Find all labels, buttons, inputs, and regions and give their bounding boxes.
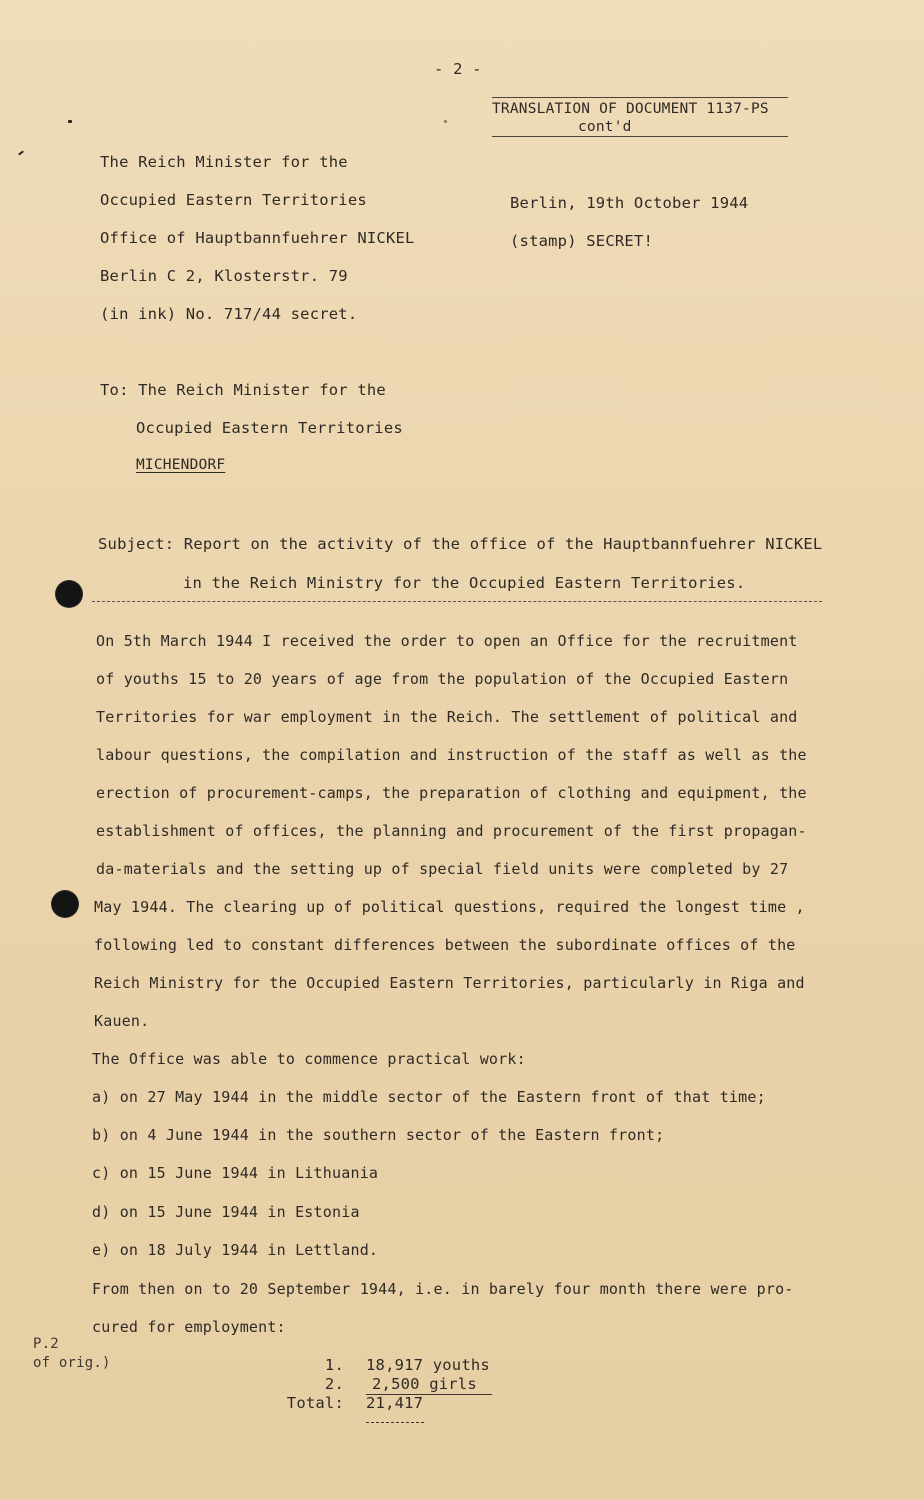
body-line-2: of youths 15 to 20 years of age from the population of the Occupied Eastern	[96, 670, 789, 688]
practical-item-a: a) on 27 May 1944 in the middle sector of the Eastern front of that time;	[92, 1088, 766, 1106]
sender-line-2: Occupied Eastern Territories	[100, 191, 367, 209]
totals-row-girls	[260, 1375, 520, 1394]
body-line-7: da-materials and the setting up of special field units were completed by 27	[96, 860, 789, 878]
totals-row-2-value: 2,500 girls	[372, 1375, 477, 1393]
totals-row-1-number: 1.	[324, 1356, 344, 1374]
totals-total-value: 21,417	[366, 1394, 424, 1412]
ink-mark	[18, 150, 24, 155]
practical-intro: The Office was able to commence practical work:	[92, 1050, 526, 1068]
body-line-10: Reich Ministry for the Occupied Eastern Territories, particularly in Riga and	[94, 974, 805, 992]
body-line-9: following led to constant differences between the subordinate offices of the	[94, 936, 796, 954]
sender-line-5: (in ink) No. 717/44 secret.	[100, 305, 358, 323]
sender-line-4: Berlin C 2, Klosterstr. 79	[100, 267, 348, 285]
body-line-8: May 1944. The clearing up of political questions, required the longest time ,	[94, 898, 805, 916]
body-line-1: On 5th March 1944 I received the order to open an Office for the recruitment	[96, 632, 798, 650]
totals-double-underline	[366, 1422, 424, 1423]
practical-item-c: c) on 15 June 1944 in Lithuania	[92, 1164, 379, 1182]
header-top-rule	[492, 97, 788, 98]
recipient-line-1: To: The Reich Minister for the	[100, 381, 386, 399]
punch-hole-top	[56, 581, 82, 607]
practical-item-d: d) on 15 June 1944 in Estonia	[92, 1203, 360, 1221]
translation-header-title: TRANSLATION OF DOCUMENT 1137-PS	[492, 101, 769, 117]
body-line-6: establishment of offices, the planning and procurement of the first propagan-	[96, 822, 807, 840]
totals-row-youths	[260, 1356, 520, 1375]
place-date: Berlin, 19th October 1944	[510, 194, 749, 212]
body-line-4: labour questions, the compilation and instruction of the staff as well as the	[96, 746, 807, 764]
subject-line-1: Subject: Report on the activity of the office of the Hauptbannfuehrer NICKEL	[98, 535, 823, 553]
translation-header-contd: cont'd	[578, 119, 632, 135]
body-line-5: erection of procurement-camps, the preparation of clothing and equipment, the	[96, 784, 807, 802]
page-number: - 2 -	[434, 60, 482, 78]
recipient-location: MICHENDORF	[136, 457, 226, 473]
header-bottom-rule	[492, 136, 788, 137]
body-line-3: Territories for war employment in the Reich. The settlement of political and	[96, 708, 798, 726]
practical-item-b: b) on 4 June 1944 in the southern sector of the Eastern front;	[92, 1126, 665, 1144]
totals-row-1-value: 18,917 youths	[366, 1356, 490, 1374]
subject-line-2: in the Reich Ministry for the Occupied Eastern Territories.	[183, 574, 746, 592]
punch-hole-middle	[52, 891, 78, 917]
sender-line-3: Office of Hauptbannfuehrer NICKEL	[100, 229, 415, 247]
margin-note-page: P.2	[33, 1336, 59, 1352]
subject-divider	[92, 601, 822, 602]
totals-row-2-number: 2.	[324, 1375, 344, 1393]
ink-mark	[444, 120, 447, 123]
procurement-line-2: cured for employment:	[92, 1318, 286, 1336]
totals-total-label: Total:	[286, 1394, 344, 1412]
totals-table	[260, 1356, 520, 1413]
practical-item-e: e) on 18 July 1944 in Lettland.	[92, 1241, 379, 1259]
totals-row-total	[260, 1394, 520, 1413]
recipient-line-2: Occupied Eastern Territories	[136, 419, 403, 437]
margin-note-orig: of orig.)	[33, 1355, 111, 1371]
ink-mark	[68, 120, 72, 123]
procurement-line-1: From then on to 20 September 1944, i.e. in barely four month there were pro-	[92, 1280, 794, 1298]
classification-stamp: (stamp) SECRET!	[510, 232, 653, 250]
body-line-11: Kauen.	[94, 1012, 150, 1030]
sender-line-1: The Reich Minister for the	[100, 153, 348, 171]
